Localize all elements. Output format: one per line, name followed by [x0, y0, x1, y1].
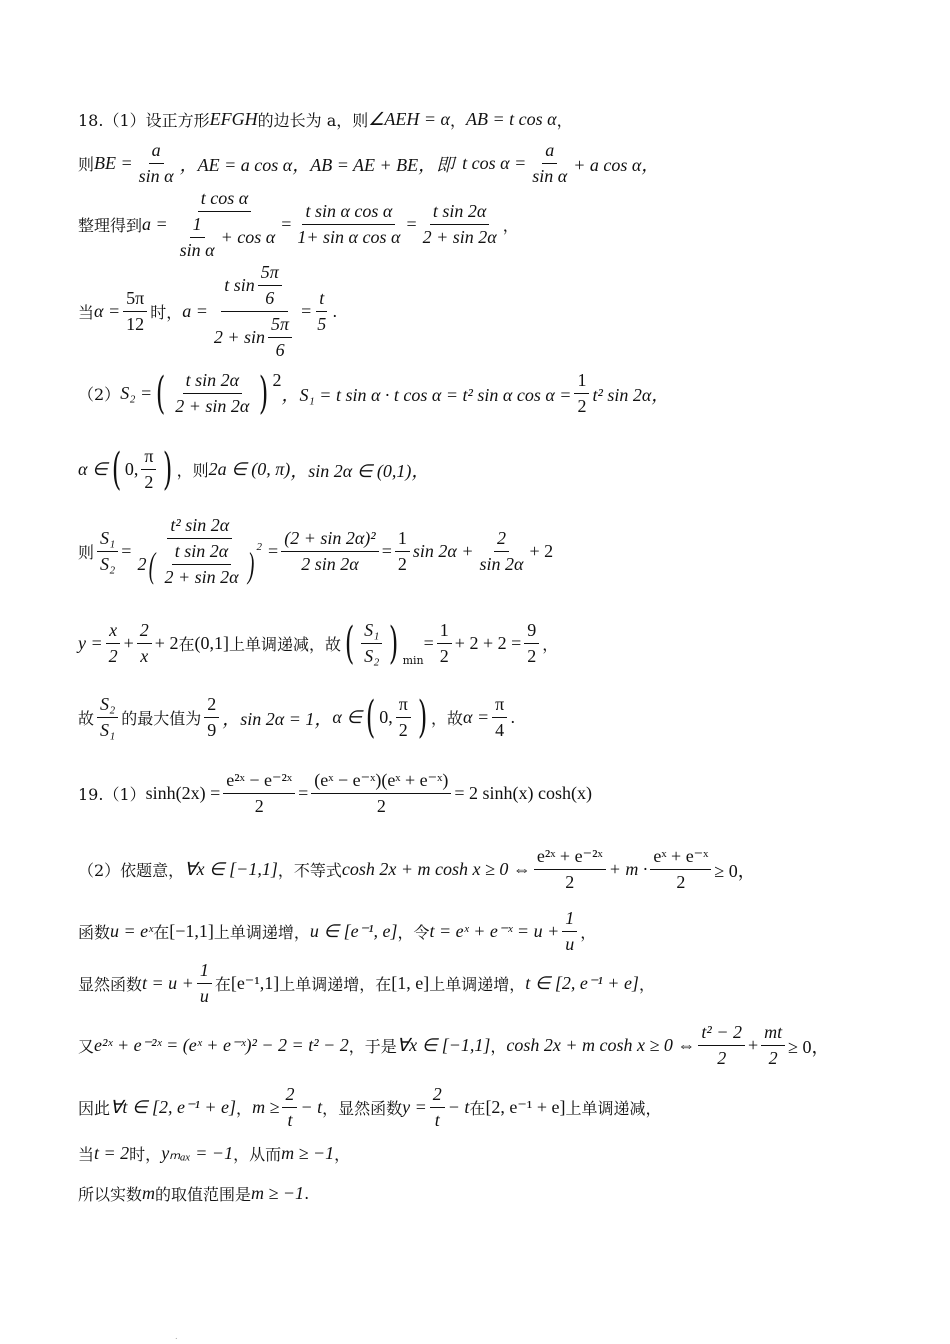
paren: (	[155, 367, 166, 419]
math: y =	[402, 1097, 427, 1117]
text: ，	[542, 635, 559, 654]
text: .	[304, 1184, 310, 1203]
math: ，sin 2α ∈ (0,1)，	[290, 460, 430, 481]
paren: )	[417, 691, 428, 743]
math: − t	[447, 1097, 470, 1117]
fraction	[141, 446, 156, 493]
den: 2	[768, 1048, 778, 1068]
math: t = u +	[142, 973, 194, 993]
num: t sin 2α	[430, 201, 489, 225]
text: .	[332, 302, 338, 321]
sub: min	[402, 654, 424, 667]
text: ，不等式	[277, 861, 342, 880]
math: ∠AEH = α	[368, 109, 451, 129]
math: [e⁻¹,1]	[230, 973, 280, 993]
math: cosh 2x + m cosh x ≥ 0 ⇔	[506, 1035, 696, 1055]
den: u	[199, 986, 209, 1006]
fraction	[574, 370, 589, 417]
math: + m ·	[608, 859, 648, 879]
den: S₂	[364, 646, 380, 666]
num: 2	[204, 694, 219, 718]
fraction	[281, 528, 379, 575]
num: π	[141, 446, 156, 470]
den: sin 2α	[479, 554, 524, 574]
text: ，	[490, 1037, 507, 1056]
fraction	[562, 908, 577, 955]
math: m ≥ −1	[251, 1183, 305, 1203]
math: 2	[137, 554, 147, 574]
math: ，S₁ = t sin α · t cos α = t² sin α cos α =	[281, 384, 572, 405]
den: 6	[275, 340, 285, 360]
math: =	[381, 541, 392, 561]
fraction	[137, 620, 152, 667]
den	[134, 539, 265, 588]
math: + 2 + 2 =	[454, 633, 522, 653]
math: ≥ 0，	[788, 1036, 830, 1057]
text: ，	[334, 1145, 351, 1164]
text: ，	[580, 923, 597, 942]
num: mt	[761, 1022, 785, 1046]
math: cosh 2x + m cosh x ≥ 0 ⇔	[341, 859, 531, 879]
fraction	[258, 262, 282, 309]
num: 5π	[268, 314, 292, 338]
text: 19.（1）	[78, 785, 146, 804]
text: 时，	[150, 303, 183, 322]
text: 的取值范围是	[155, 1185, 252, 1204]
num: π	[396, 694, 411, 718]
math: EFGH	[209, 109, 258, 129]
num: S₁	[361, 620, 382, 644]
fraction	[529, 140, 570, 187]
num: 1	[562, 908, 577, 932]
num: 1	[437, 620, 452, 644]
q19-line-3	[78, 908, 596, 955]
text: 又	[78, 1037, 95, 1056]
num: (eˣ − e⁻ˣ)(eˣ + e⁻ˣ)	[311, 770, 451, 794]
fraction	[311, 770, 451, 817]
math: (0,1]	[194, 633, 229, 653]
fraction	[492, 694, 507, 741]
fraction	[197, 960, 212, 1007]
num: e²ˣ − e⁻²ˣ	[223, 770, 295, 794]
math: S₂ =	[120, 383, 153, 403]
den	[211, 312, 298, 361]
den: S₂	[100, 554, 116, 574]
fraction	[161, 541, 241, 588]
paren: )	[259, 367, 269, 419]
math: t cos α =	[462, 153, 527, 173]
den: 2 + sin 2α	[164, 567, 239, 587]
fraction	[282, 1084, 297, 1131]
fraction	[136, 140, 177, 187]
text: ，显然函数	[322, 1099, 403, 1118]
num: t² sin 2α	[167, 515, 232, 539]
math: =	[268, 541, 279, 561]
num: (2 + sin 2α)²	[281, 528, 379, 552]
math: yₘₐₓ = −1	[161, 1143, 234, 1163]
text: ，从而	[233, 1145, 282, 1164]
math: sin 2α +	[412, 541, 474, 561]
math: m	[142, 1183, 156, 1203]
fraction	[172, 370, 252, 417]
q19-line-5	[78, 1022, 830, 1069]
math: sinh(2x) =	[145, 783, 221, 803]
text: 在	[178, 635, 195, 654]
num: 2	[137, 620, 152, 644]
text: 在	[153, 923, 170, 942]
sup: 2	[272, 370, 282, 390]
num: t sin 2α	[183, 370, 242, 394]
den: 2 + sin 2α	[422, 227, 497, 247]
den: 2	[565, 872, 575, 892]
math: m ≥ −1	[281, 1143, 335, 1163]
num: 2	[494, 528, 509, 552]
num: t sin α cos α	[302, 201, 395, 225]
text: 函数	[78, 923, 111, 942]
math: ，sin 2α = 1，	[222, 708, 333, 729]
num: 1	[197, 960, 212, 984]
num: S₂	[97, 694, 118, 718]
paren: (	[365, 691, 376, 743]
fraction	[97, 694, 118, 741]
text: 当	[78, 1145, 95, 1164]
den: 2	[527, 646, 537, 666]
math: a =	[142, 214, 168, 234]
text: 显然函数	[78, 975, 143, 994]
den: u	[565, 934, 575, 954]
den: 5	[317, 314, 327, 334]
math: ∀t ∈ [2, e⁻¹ + e]	[110, 1097, 237, 1117]
num: π	[492, 694, 507, 718]
den: 4	[495, 720, 505, 740]
text: 时，	[129, 1145, 162, 1164]
math: ≥ 0，	[714, 860, 756, 881]
num: 1	[574, 370, 589, 394]
den: S₁	[100, 720, 116, 740]
den: 2	[717, 1048, 727, 1068]
den: 2 + sin 2α	[175, 396, 250, 416]
math: [−1,1]	[169, 921, 214, 941]
text: 上单调递增，	[213, 923, 310, 942]
num: a	[542, 140, 557, 164]
text: 在	[469, 1099, 486, 1118]
text: ，于是	[348, 1037, 397, 1056]
fraction	[437, 620, 452, 667]
fraction	[698, 1022, 745, 1069]
text: ，	[638, 975, 655, 994]
text: ，	[236, 1099, 253, 1118]
den: x	[140, 646, 149, 666]
fraction	[134, 515, 265, 588]
fraction	[650, 846, 711, 893]
text: ，令	[397, 923, 430, 942]
den: 2	[108, 646, 118, 666]
fraction	[123, 288, 147, 335]
den: 9	[207, 720, 217, 740]
q18-line-3	[78, 188, 519, 261]
math: t sin	[224, 275, 255, 295]
math: u = eˣ	[110, 921, 154, 941]
math: ∀x ∈ [−1,1]	[184, 859, 278, 879]
den: sin α	[138, 166, 174, 186]
text: 所以实数	[78, 1185, 143, 1204]
den: 2	[439, 646, 449, 666]
text: ，	[556, 111, 573, 130]
math: t² sin 2α，	[592, 384, 670, 405]
math: a =	[182, 301, 208, 321]
paren: (	[149, 544, 156, 585]
math: +	[123, 633, 134, 653]
num: 1	[190, 214, 205, 238]
fraction	[395, 528, 410, 575]
math: 0,	[379, 707, 393, 727]
math: +	[747, 1035, 759, 1055]
den: 2	[398, 720, 408, 740]
math: α =	[463, 707, 490, 727]
num: 9	[524, 620, 539, 644]
math: AB = t cos α	[466, 109, 557, 129]
text: 的边长为 a，则	[257, 111, 369, 130]
den: 6	[265, 288, 275, 308]
q19-line-4	[78, 960, 655, 1007]
num: t² − 2	[698, 1022, 745, 1046]
fraction	[97, 528, 118, 575]
den: 2	[254, 796, 264, 816]
q18-line-4	[78, 262, 337, 361]
footer-dot: .	[175, 1332, 178, 1341]
q19-line-8	[78, 1182, 309, 1205]
den: sin α	[179, 240, 215, 260]
num: 2	[282, 1084, 297, 1108]
q19-line-7	[78, 1142, 350, 1165]
paren: (	[344, 617, 355, 669]
den: 12	[126, 314, 145, 334]
text: 上单调递增，	[429, 975, 526, 994]
fraction	[177, 214, 218, 261]
text: （2）	[78, 385, 121, 404]
math: + a cos α，	[573, 154, 660, 175]
num: t sin 2α	[172, 541, 231, 565]
math: + 2	[154, 633, 179, 653]
den: 2	[376, 796, 386, 816]
math: 0,	[124, 459, 139, 479]
fraction	[106, 620, 121, 667]
q18-line-9	[78, 691, 516, 743]
den: 2	[577, 396, 587, 416]
num: t	[316, 288, 327, 312]
den: 1+ sin α cos α	[297, 227, 401, 247]
math: m ≥	[252, 1097, 280, 1117]
q19-line-2	[78, 846, 756, 893]
math: α ∈	[78, 459, 108, 479]
den: t	[434, 1110, 440, 1130]
text: 的最大值为	[121, 709, 202, 728]
q18-line-7	[78, 515, 553, 588]
q18-line-1	[78, 108, 573, 131]
fraction	[171, 188, 279, 261]
math: y =	[78, 633, 103, 653]
num: S₁	[97, 528, 118, 552]
math: t ∈ [2, e⁻¹ + e]	[525, 973, 639, 993]
text: 则	[78, 543, 95, 562]
den: 2	[144, 472, 154, 492]
fraction	[476, 528, 526, 575]
math: =	[406, 214, 417, 234]
math: + 2	[529, 541, 554, 561]
math: ，AE = a cos α，AB = AE + BE，即	[179, 154, 455, 175]
q19-line-1	[78, 770, 592, 817]
text: ，故	[430, 709, 463, 728]
text: 当	[78, 303, 95, 322]
math: =	[121, 541, 132, 561]
text: 因此	[78, 1099, 111, 1118]
num: 5π	[123, 288, 147, 312]
num: 2	[430, 1084, 445, 1108]
den	[171, 212, 279, 261]
math: [2, e⁻¹ + e]	[485, 1097, 566, 1117]
fraction	[268, 314, 292, 361]
q18-line-5	[78, 367, 670, 419]
math: t = 2	[94, 1143, 130, 1163]
math: =	[301, 301, 312, 321]
sup: 2	[256, 541, 263, 553]
num: eˣ + e⁻ˣ	[650, 846, 711, 870]
math: =	[281, 214, 292, 234]
q18-line-6	[78, 443, 430, 495]
fraction	[534, 846, 606, 893]
text: 则	[78, 155, 95, 174]
fraction	[420, 201, 500, 248]
den: 2	[397, 554, 407, 574]
math: α =	[94, 301, 121, 321]
fraction	[524, 620, 539, 667]
num: 5π	[258, 262, 282, 286]
text: （2）依题意，	[78, 861, 185, 880]
text: 上单调递减，	[565, 1099, 662, 1118]
fraction	[761, 1022, 785, 1069]
math: [1, e]	[391, 973, 430, 993]
fraction	[204, 694, 219, 741]
text: .	[510, 708, 516, 727]
paren: )	[389, 617, 399, 669]
den: t	[287, 1110, 293, 1130]
num: x	[106, 620, 120, 644]
math: 2 + sin	[213, 327, 266, 347]
paren: )	[163, 443, 173, 495]
math: BE =	[94, 153, 133, 173]
fraction	[294, 201, 403, 248]
num: e²ˣ + e⁻²ˣ	[534, 846, 606, 870]
paren: )	[247, 544, 254, 585]
fraction	[211, 262, 298, 361]
text: ，	[502, 216, 519, 235]
text: 在	[214, 975, 231, 994]
den: 2 sin 2α	[301, 554, 359, 574]
num: 1	[395, 528, 410, 552]
math: =	[298, 783, 309, 803]
fraction	[396, 694, 411, 741]
den: sin α	[532, 166, 568, 186]
text: 上单调递减，故	[228, 635, 341, 654]
fraction	[314, 288, 329, 335]
num: t cos α	[198, 188, 251, 212]
math: − t	[300, 1097, 323, 1117]
math: α ∈	[332, 707, 363, 727]
math: ∀x ∈ [−1,1]	[396, 1035, 491, 1055]
q19-line-6	[78, 1084, 661, 1131]
paren: (	[111, 443, 121, 495]
text: 整理得到	[78, 216, 143, 235]
math: + cos α	[220, 227, 276, 247]
num	[221, 262, 288, 312]
q18-line-2	[78, 140, 659, 187]
math: u ∈ [e⁻¹, e]	[309, 921, 398, 941]
q18-line-8	[78, 617, 559, 669]
math: e²ˣ + e⁻²ˣ = (eˣ + e⁻ˣ)² − 2 = t² − 2	[94, 1035, 349, 1055]
den: 2	[676, 872, 686, 892]
text: 18.（1）设正方形	[78, 111, 210, 130]
math: =	[423, 633, 434, 653]
fraction	[223, 770, 295, 817]
text: 故	[78, 709, 95, 728]
num: a	[149, 140, 164, 164]
text: ，则	[176, 461, 209, 480]
math: = 2 sinh(x) cosh(x)	[454, 783, 592, 803]
math: 2a ∈ (0, π)	[208, 459, 291, 479]
math: t = eˣ + e⁻ˣ = u +	[429, 921, 560, 941]
text: ，	[450, 111, 467, 130]
fraction	[361, 620, 382, 667]
fraction	[430, 1084, 445, 1131]
text: 上单调递增，在	[279, 975, 392, 994]
